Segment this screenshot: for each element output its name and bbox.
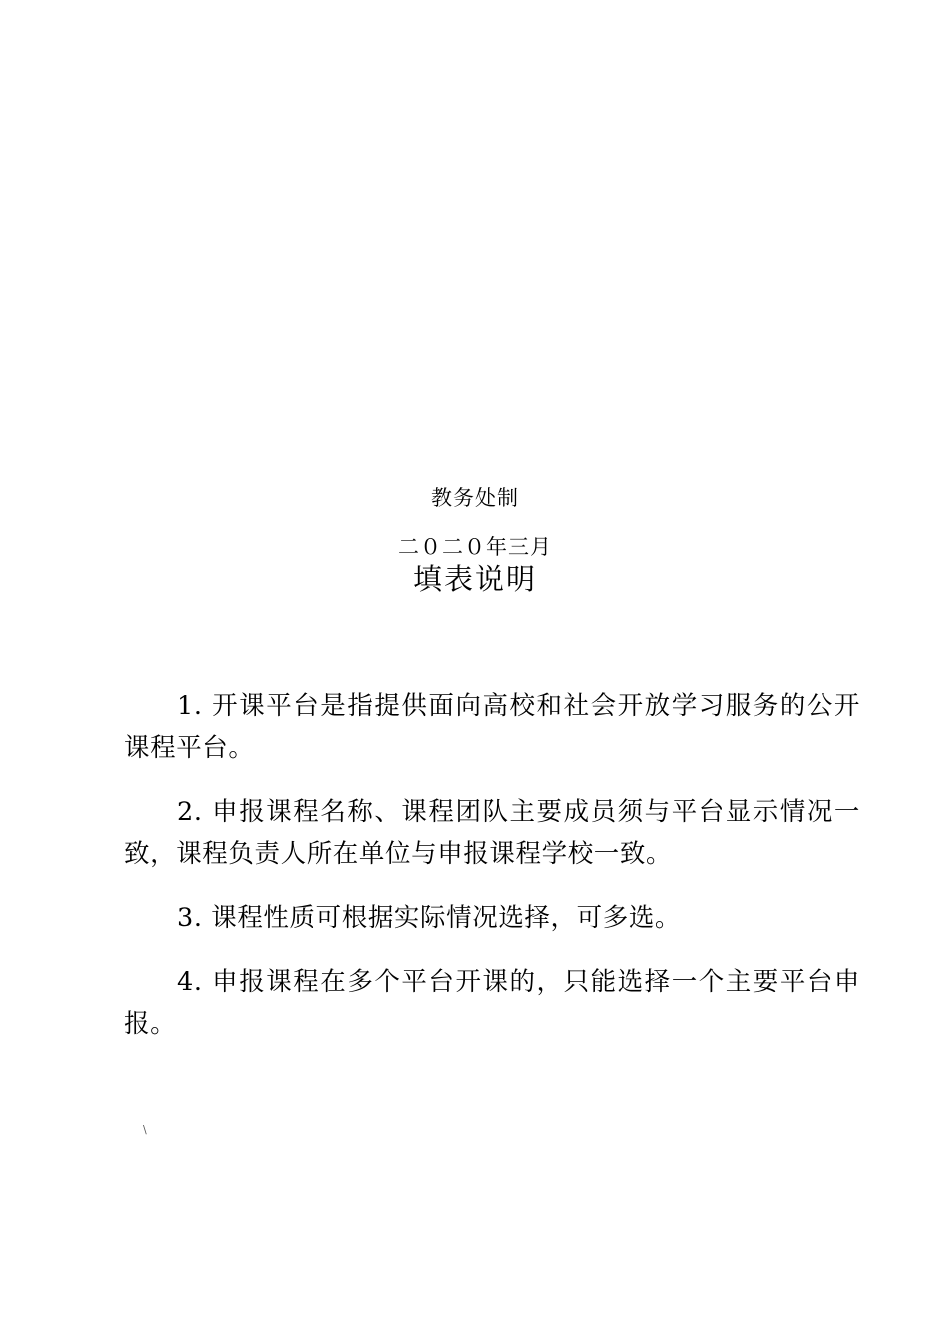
page-title: 填表说明 [412,562,537,596]
issuer-label: 教务处制 [431,486,519,510]
instruction-item-4: 4. 申报课程在多个平台开课的，只能选择一个主要平台申报。 [124,967,860,1039]
instruction-item-2: 2. 申报课程名称、课程团队主要成员须与平台显示情况一致，课程负责人所在单位与申报课程学校一致。 [124,797,860,869]
issue-date: 二０二０年三月 [398,535,552,559]
instruction-item-1: 1. 开课平台是指提供面向高校和社会开放学习服务的公开课程平台。 [124,691,860,763]
instruction-item-3: 3. 课程性质可根据实际情况选择，可多选。 [177,903,682,933]
instructions-list [124,685,860,1067]
stray-mark: \ [143,1123,147,1136]
